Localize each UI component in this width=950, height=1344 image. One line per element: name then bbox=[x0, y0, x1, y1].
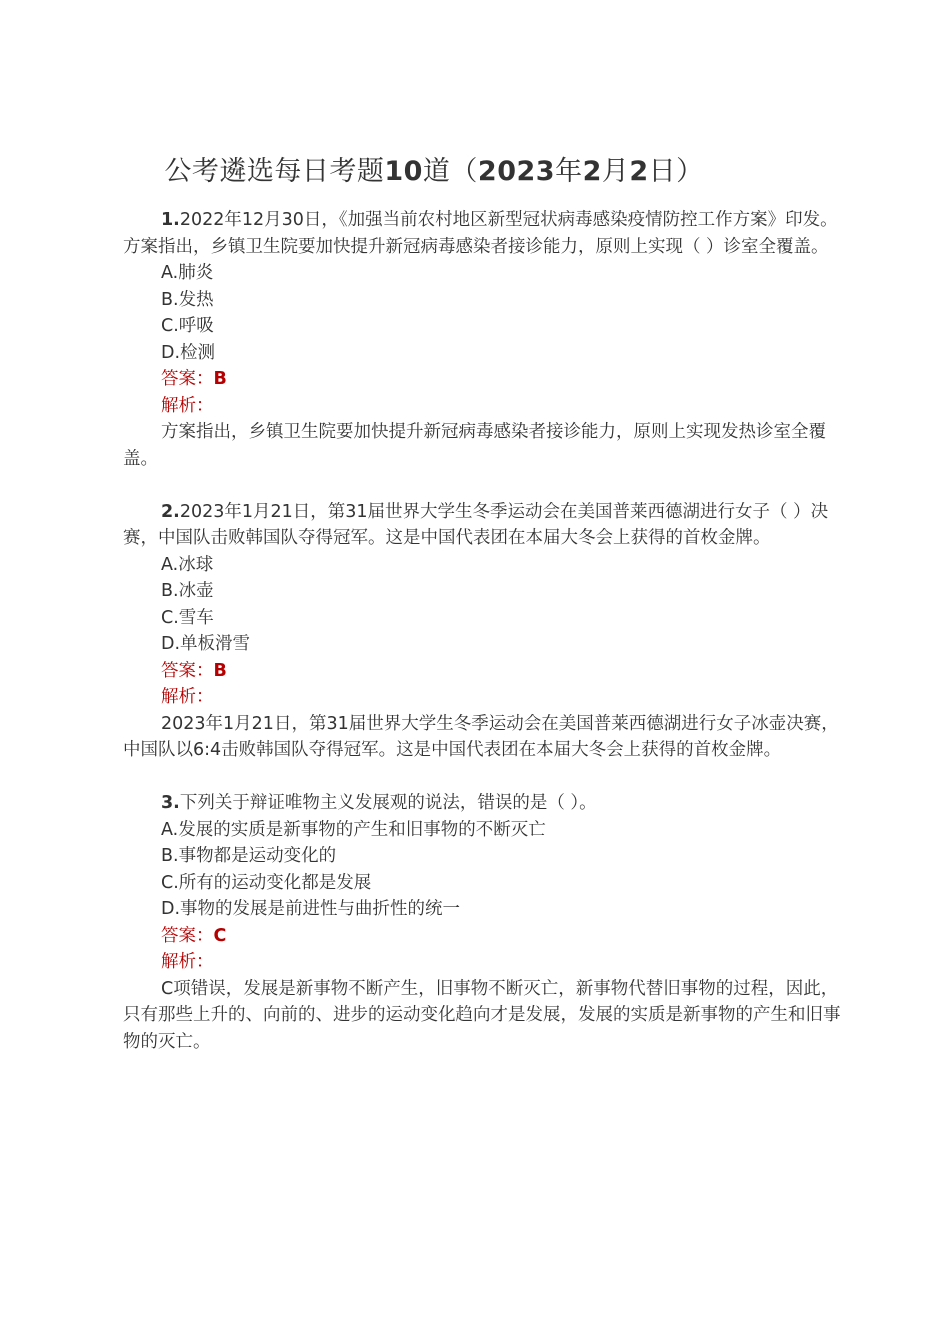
question-block-1 bbox=[123, 207, 843, 472]
spacer bbox=[123, 472, 843, 499]
question-number: 3. bbox=[161, 793, 180, 813]
page-title bbox=[0, 150, 868, 194]
question-block-3 bbox=[123, 790, 843, 1055]
option-d: D.事物的发展是前进性与曲折性的统一 bbox=[161, 899, 461, 919]
answer-line bbox=[123, 366, 843, 393]
explanation-text: C项错误，发展是新事物不断产生，旧事物不断灭亡，新事物代替旧事物的过程，因此，只有那些上升的、向前的、进步的运动变化趋向才是发展，发展的实质是新事物的产生和旧事物的灭亡。 bbox=[123, 978, 841, 1052]
answer-line bbox=[123, 923, 843, 950]
answer-label: 答案： bbox=[161, 369, 214, 389]
question-list bbox=[123, 207, 843, 1055]
question-text: 2022年12月30日，《加强当前农村地区新型冠状病毒感染疫情防控工作方案》印发。方案指出，乡镇卫生院要加快提升新冠病毒感染者接诊能力，原则上实现（ ）诊室全覆盖。 bbox=[123, 210, 838, 257]
answer-line bbox=[123, 658, 843, 685]
option-a: A.冰球 bbox=[161, 554, 214, 575]
explanation-label: 解析： bbox=[161, 952, 214, 972]
option-b: B.事物都是运动变化的 bbox=[161, 846, 337, 866]
title-prefix: 公考遴选每日考题 bbox=[164, 156, 385, 187]
title-count: 10 bbox=[384, 156, 423, 187]
question-stem bbox=[123, 499, 843, 552]
question-text: 2023年1月21日，第31届世界大学生冬季运动会在美国普莱西德湖进行女子（ ）决赛，中国队击败韩国队夺得冠军。这是中国代表团在本届大冬会上获得的首枚金牌。 bbox=[123, 501, 829, 548]
option-c: C.所有的运动变化都是发展 bbox=[161, 872, 372, 893]
question-stem bbox=[123, 790, 843, 817]
explanation-label: 解析： bbox=[161, 687, 214, 707]
option-b: B.冰壶 bbox=[161, 581, 214, 601]
title-day-char: 日） bbox=[648, 156, 704, 187]
explanation-text: 2023年1月21日，第31届世界大学生冬季运动会在美国普莱西德湖进行女子冰壶决赛，中国队以6:4击败韩国队夺得冠军。这是中国代表团在本届大冬会上获得的首枚金牌。 bbox=[123, 713, 839, 760]
question-number: 2. bbox=[161, 501, 180, 522]
explanation-label: 解析： bbox=[161, 395, 214, 416]
spacer bbox=[123, 764, 843, 791]
title-year-char: 年 bbox=[555, 156, 583, 187]
option-c: C.呼吸 bbox=[161, 316, 214, 336]
answer-label: 答案： bbox=[161, 925, 214, 946]
title-month: 2 bbox=[582, 156, 602, 187]
answer-value: B bbox=[213, 660, 227, 681]
title-day: 2 bbox=[629, 156, 649, 187]
title-year: 2023 bbox=[477, 156, 556, 187]
question-number: 1. bbox=[161, 210, 180, 230]
answer-value: C bbox=[213, 925, 227, 946]
title-month-char: 月 bbox=[601, 156, 630, 187]
option-d: D.检测 bbox=[161, 342, 216, 363]
option-b: B.发热 bbox=[161, 289, 214, 310]
option-c: C.雪车 bbox=[161, 607, 214, 628]
option-a: A.发展的实质是新事物的产生和旧事物的不断灭亡 bbox=[161, 819, 546, 840]
option-a: A.肺炎 bbox=[161, 263, 214, 283]
answer-value: B bbox=[213, 369, 227, 389]
option-d: D.单板滑雪 bbox=[161, 634, 251, 654]
answer-label: 答案： bbox=[161, 660, 214, 681]
explanation-text: 方案指出，乡镇卫生院要加快提升新冠病毒感染者接诊能力，原则上实现发热诊室全覆盖。 bbox=[123, 422, 826, 469]
question-text: 下列关于辩证唯物主义发展观的说法，错误的是（ ）。 bbox=[179, 793, 597, 813]
title-mid: 道（ bbox=[422, 156, 478, 187]
question-block-2 bbox=[123, 499, 843, 764]
question-stem bbox=[123, 207, 843, 260]
